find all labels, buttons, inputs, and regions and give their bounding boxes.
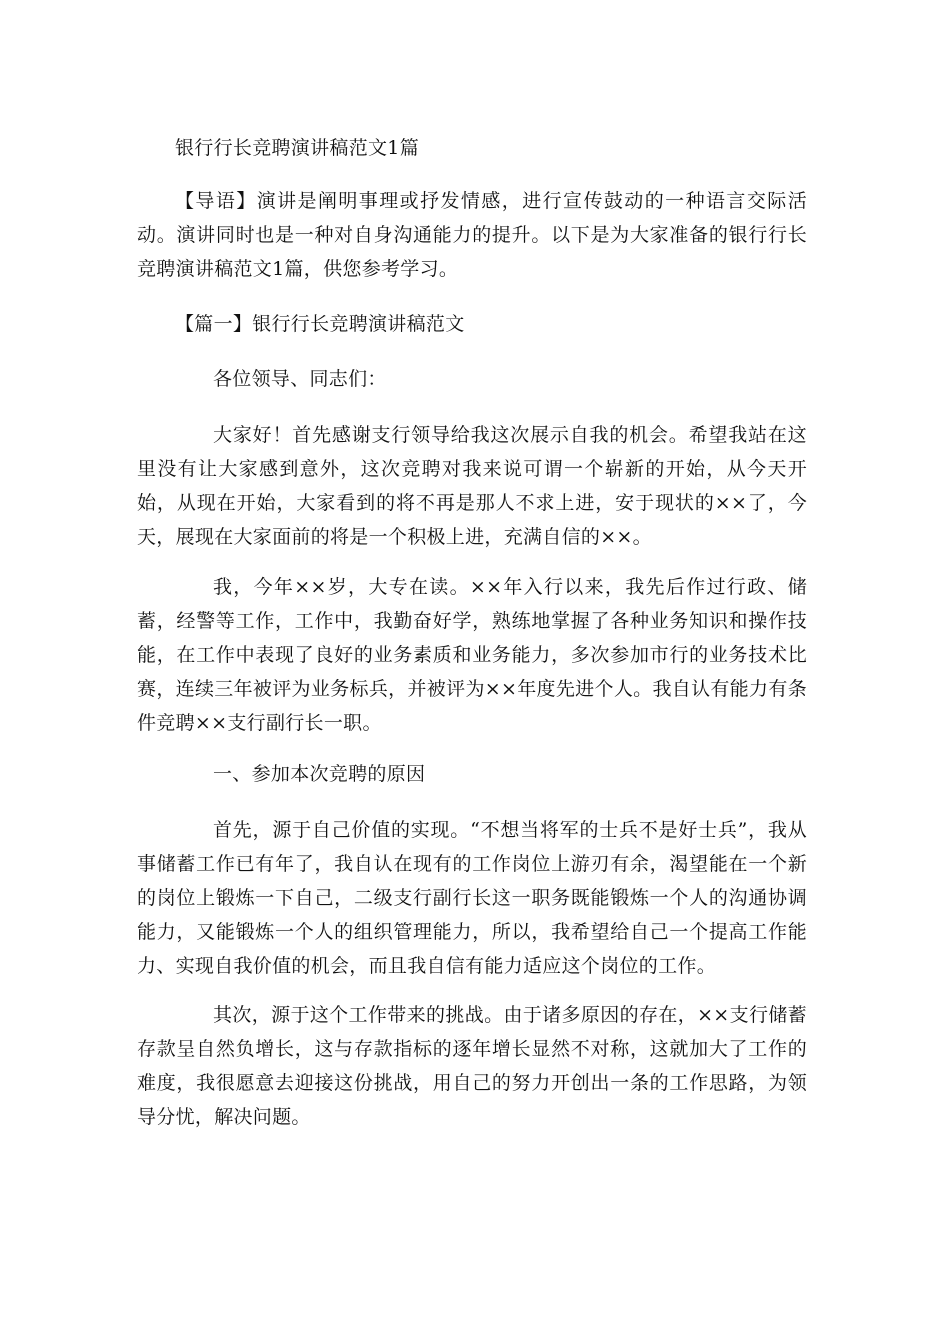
body-paragraph: 我，今年××岁，大专在读。××年入行以来，我先后作过行政、储蓄，经警等工作，工作中，我勤奋好学，熟练地掌握了各种业务知识和操作技能，在工作中表现了良好的业务素质和业务能力，多次参加市行的业务技术比赛，连续三年被评为业务标兵，并被评为××年度先进个人。我自认有能力有条件竞聘××支行副行长一职。	[137, 576, 807, 734]
document-title: 银行行长竞聘演讲稿范文1篇	[175, 137, 419, 159]
subsection-heading: 一、参加本次竞聘的原因	[213, 763, 426, 785]
salutation: 各位领导、同志们：	[213, 368, 387, 390]
intro-paragraph: 【导语】演讲是阐明事理或抒发情感，进行宣传鼓动的一种语言交际活动。演讲同时也是一种对自身沟通能力的提升。以下是为大家准备的银行行长竞聘演讲稿范文1篇，供您参考学习。	[137, 190, 807, 280]
body-paragraph: 首先，源于自己价值的实现。“不想当将军的士兵不是好士兵”，我从事储蓄工作已有年了，我自认在现有的工作岗位上游刃有余，渴望能在一个新的岗位上锻炼一下自己，二级支行副行长这一职务既能锻炼一个人的沟通协调能力，又能锻炼一个人的组织管理能力，所以，我希望给自己一个提高工作能力、实现自我价值的机会，而且我自信有能力适应这个岗位的工作。	[137, 819, 807, 977]
body-paragraph: 其次，源于这个工作带来的挑战。由于诸多原因的存在，××支行储蓄存款呈自然负增长，这与存款指标的逐年增长显然不对称，这就加大了工作的难度，我很愿意去迎接这份挑战，用自己的努力开创出一条的工作思路，为领导分忧，解决问题。	[137, 1004, 807, 1128]
body-paragraph: 大家好！首先感谢支行领导给我这次展示自我的机会。希望我站在这里没有让大家感到意外，这次竞聘对我来说可谓一个崭新的开始，从今天开始，从现在开始，大家看到的将不再是那人不求上进，安于现状的××了，今天，展现在大家面前的将是一个积极上进，充满自信的××。	[137, 424, 807, 548]
section-heading: 【篇一】银行行长竞聘演讲稿范文	[175, 313, 465, 335]
